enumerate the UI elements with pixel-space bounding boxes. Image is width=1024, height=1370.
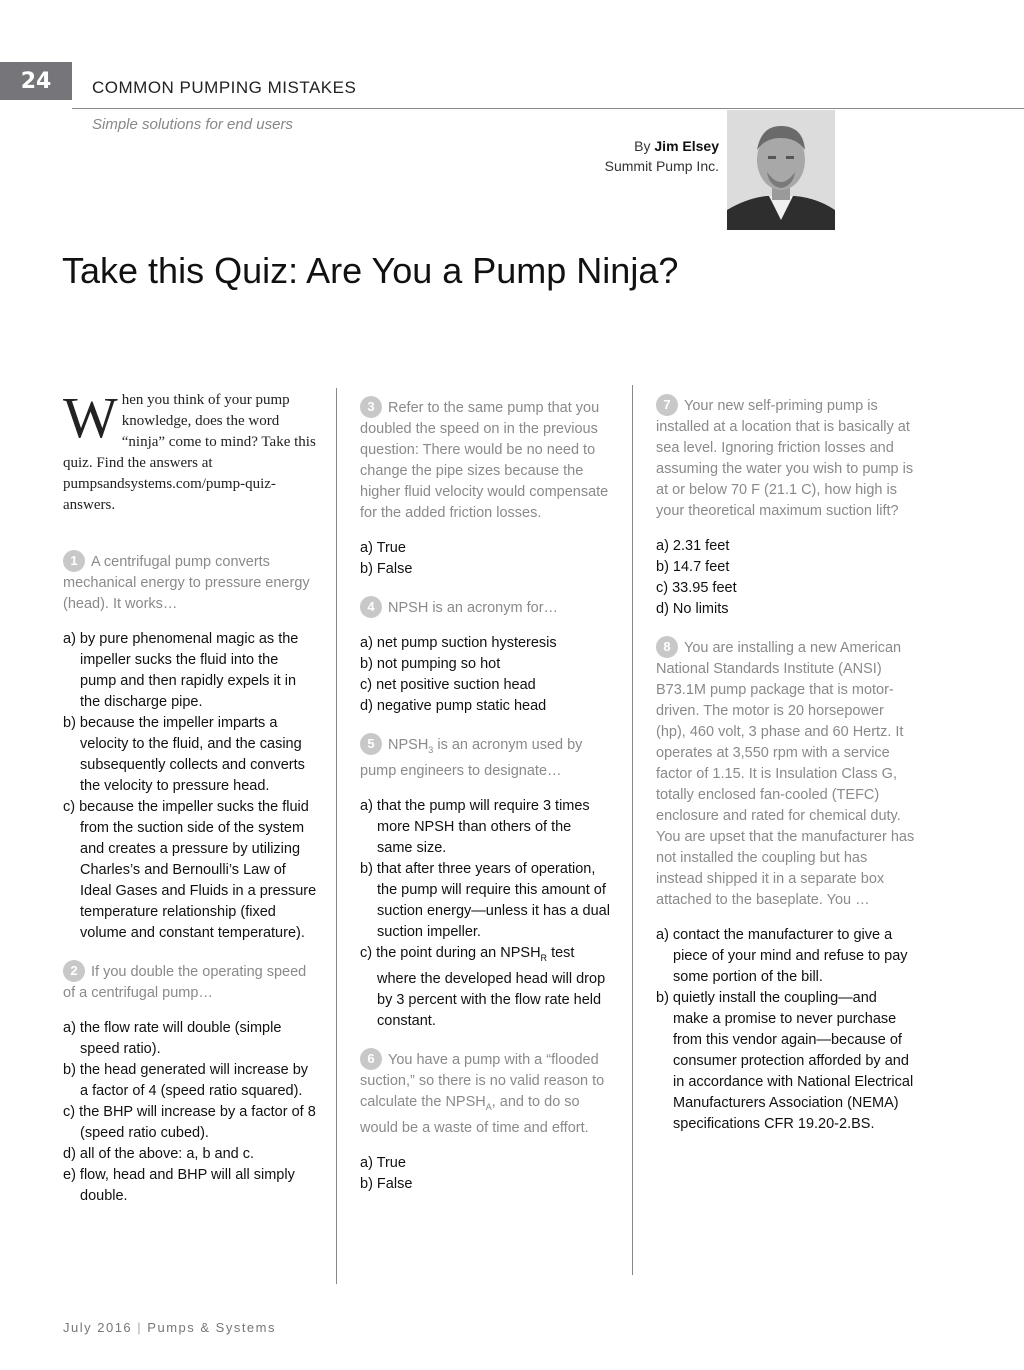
question-4-text [360, 596, 610, 619]
question-8-text [656, 636, 916, 911]
question-prompt-part: You have a pump with a “flooded suction,” so there is no valid reason to calculate the NPSH [360, 1051, 605, 1110]
answer-options [63, 1018, 318, 1207]
question-8 [656, 636, 916, 1135]
option-part: test where the developed head will drop by 3 percent with the flow rate held constant. [377, 944, 606, 1029]
subscript: A [485, 1101, 492, 1112]
answer-options [360, 538, 610, 580]
question-prompt-part: NPSH [388, 737, 429, 753]
answer-options [360, 796, 610, 1032]
answer-option: a) by pure phenomenal magic as the impeller sucks the fluid into the pump and then rapidly expels it in the discharge pipe. [63, 631, 299, 710]
question-5-text [360, 733, 610, 782]
publication-name: Pumps & Systems [147, 1320, 276, 1335]
answer-option: e) flow, head and BHP will all simply double. [63, 1167, 295, 1204]
column-2 [360, 396, 610, 1195]
question-prompt: If you double the operating speed of a centrifugal pump… [63, 964, 307, 1001]
issue-date: July 2016 [63, 1320, 133, 1335]
answer-option: a) contact the manufacturer to give a piece of your mind and refuse to pay some portion of the bill. [656, 927, 908, 985]
footer-separator: | [137, 1320, 143, 1335]
answer-option: b) the head generated will increase by a factor of 4 (speed ratio squared). [63, 1062, 309, 1099]
question-7-text [656, 394, 916, 522]
answer-options [360, 1153, 610, 1195]
author-company: Summit Pump Inc. [604, 158, 719, 174]
question-number-badge: 8 [656, 636, 678, 658]
question-prompt: You are installing a new American National Standards Institute (ANSI) B73.1M pump package that is motor-driven. The motor is 20 horsepower (hp), 460 volt, 3 phase and 60 Hertz. It operates at 3,550 rpm with a service factor of 1.15. It is Insulation Class G, totally enclosed fan-cooled (TEFC) enclosure and rated for chemical duty. You are upset that the manufacturer has not installed the coupling but has instead shipped it in a separate box attached to the baseplate. You … [656, 640, 915, 908]
answer-option: d) No limits [656, 601, 729, 617]
answer-options [656, 536, 916, 620]
column-3 [656, 394, 916, 1135]
question-4 [360, 596, 610, 717]
question-prompt: NPSH is an acronym for… [388, 600, 559, 616]
answer-option: b) quietly install the coupling—and make a promise to never purchase from this vendor again—because of consumer protection afforded by and in accordance with National Electrical Manufacturers Association (NEMA) specifications CFR 19.20-2.BS. [656, 990, 914, 1132]
answer-option: c) the BHP will increase by a factor of 8 (speed ratio cubed). [63, 1104, 316, 1141]
author-name: Jim Elsey [654, 138, 719, 154]
answer-option: d) negative pump static head [360, 698, 547, 714]
answer-option: a) the flow rate will double (simple speed ratio). [63, 1020, 282, 1057]
question-prompt: Your new self-priming pump is installed at a location that is basically at sea level. Ignoring friction losses and assuming the water you wish to pump is at or below 70 F (21.1 C), how high is your theoretical maximum suction lift? [656, 398, 914, 519]
tagline: Simple solutions for end users [92, 116, 293, 133]
question-3 [360, 396, 610, 580]
question-number-badge: 1 [63, 550, 85, 572]
author-portrait-icon [727, 110, 835, 230]
byline-prefix: By [634, 138, 651, 154]
question-2-text [63, 960, 318, 1004]
answer-option: a) True [360, 1154, 406, 1171]
question-number-badge: 2 [63, 960, 85, 982]
author-photo [727, 110, 835, 230]
question-5 [360, 733, 610, 1032]
question-1-text [63, 550, 318, 615]
question-3-text [360, 396, 610, 524]
answer-option: a) 2.31 feet [656, 538, 730, 554]
option-part: c) the point during an NPSH [360, 944, 541, 961]
drop-cap: W [63, 385, 118, 450]
question-number-badge: 6 [360, 1048, 382, 1070]
intro-text: hen you think of your pump knowledge, does the word “ninja” come to mind? Take this quiz. Find the answers at pumpsandsystems.com/pump-quiz-answers. [63, 392, 316, 513]
answer-option: d) all of the above: a, b and c. [63, 1146, 255, 1162]
subscript: R [540, 952, 548, 963]
answer-option: a) True [360, 540, 406, 556]
subscript: 3 [428, 744, 434, 755]
answer-option: b) False [360, 561, 413, 577]
question-1 [63, 550, 318, 944]
header-rule [72, 108, 1024, 109]
article-headline: Take this Quiz: Are You a Pump Ninja? [62, 250, 679, 291]
question-prompt: Refer to the same pump that you doubled the speed on in the previous question: There would be no need to change the pipe sizes because the higher fluid velocity would compensate for the added friction losses. [360, 400, 609, 521]
byline [605, 136, 719, 176]
answer-option: c) because the impeller sucks the fluid from the suction side of the system and creates a pressure by utilizing Charles’s and Bernoulli’s Law of Ideal Gases and Fluids in a pressure temperature relationship (fixed volume and constant temperature). [63, 799, 317, 941]
question-prompt: A centrifugal pump converts mechanical energy to pressure energy (head). It works… [63, 554, 310, 612]
answer-option [360, 943, 610, 1032]
answer-options [63, 629, 318, 944]
answer-options [360, 633, 610, 717]
answer-option: b) that after three years of operation, the pump will require this amount of suction energy—unless it has a dual suction impeller. [360, 860, 610, 940]
answer-option: b) because the impeller imparts a velocity to the fluid, and the casing subsequently collects and converts the velocity to pressure head. [63, 715, 305, 794]
question-6 [360, 1048, 610, 1195]
question-7 [656, 394, 916, 620]
answer-option: c) 33.95 feet [656, 580, 737, 596]
column-divider [336, 388, 337, 1284]
question-number-badge: 3 [360, 396, 382, 418]
question-prompt-part: , and to do so would be a waste of time and effort. [360, 1093, 589, 1136]
section-title: COMMON PUMPING MISTAKES [92, 78, 357, 97]
intro-paragraph [63, 385, 318, 516]
answer-option: a) that the pump will require 3 times more NPSH than others of the same size. [360, 797, 590, 856]
question-6-text [360, 1048, 610, 1139]
column-1 [63, 385, 318, 1207]
question-number-badge: 4 [360, 596, 382, 618]
question-prompt-part: is an acronym used by pump engineers to designate… [360, 737, 583, 779]
column-divider [632, 385, 633, 1275]
page-footer [63, 1320, 276, 1335]
question-2 [63, 960, 318, 1207]
answer-options [656, 925, 916, 1135]
answer-option: b) False [360, 1175, 413, 1192]
answer-option: b) 14.7 feet [656, 559, 730, 575]
answer-option: c) net positive suction head [360, 677, 536, 693]
question-number-badge: 5 [360, 733, 382, 755]
question-number-badge: 7 [656, 394, 678, 416]
answer-option: a) net pump suction hysteresis [360, 635, 557, 651]
answer-option: b) not pumping so hot [360, 656, 501, 672]
page-number: 24 [0, 62, 72, 100]
